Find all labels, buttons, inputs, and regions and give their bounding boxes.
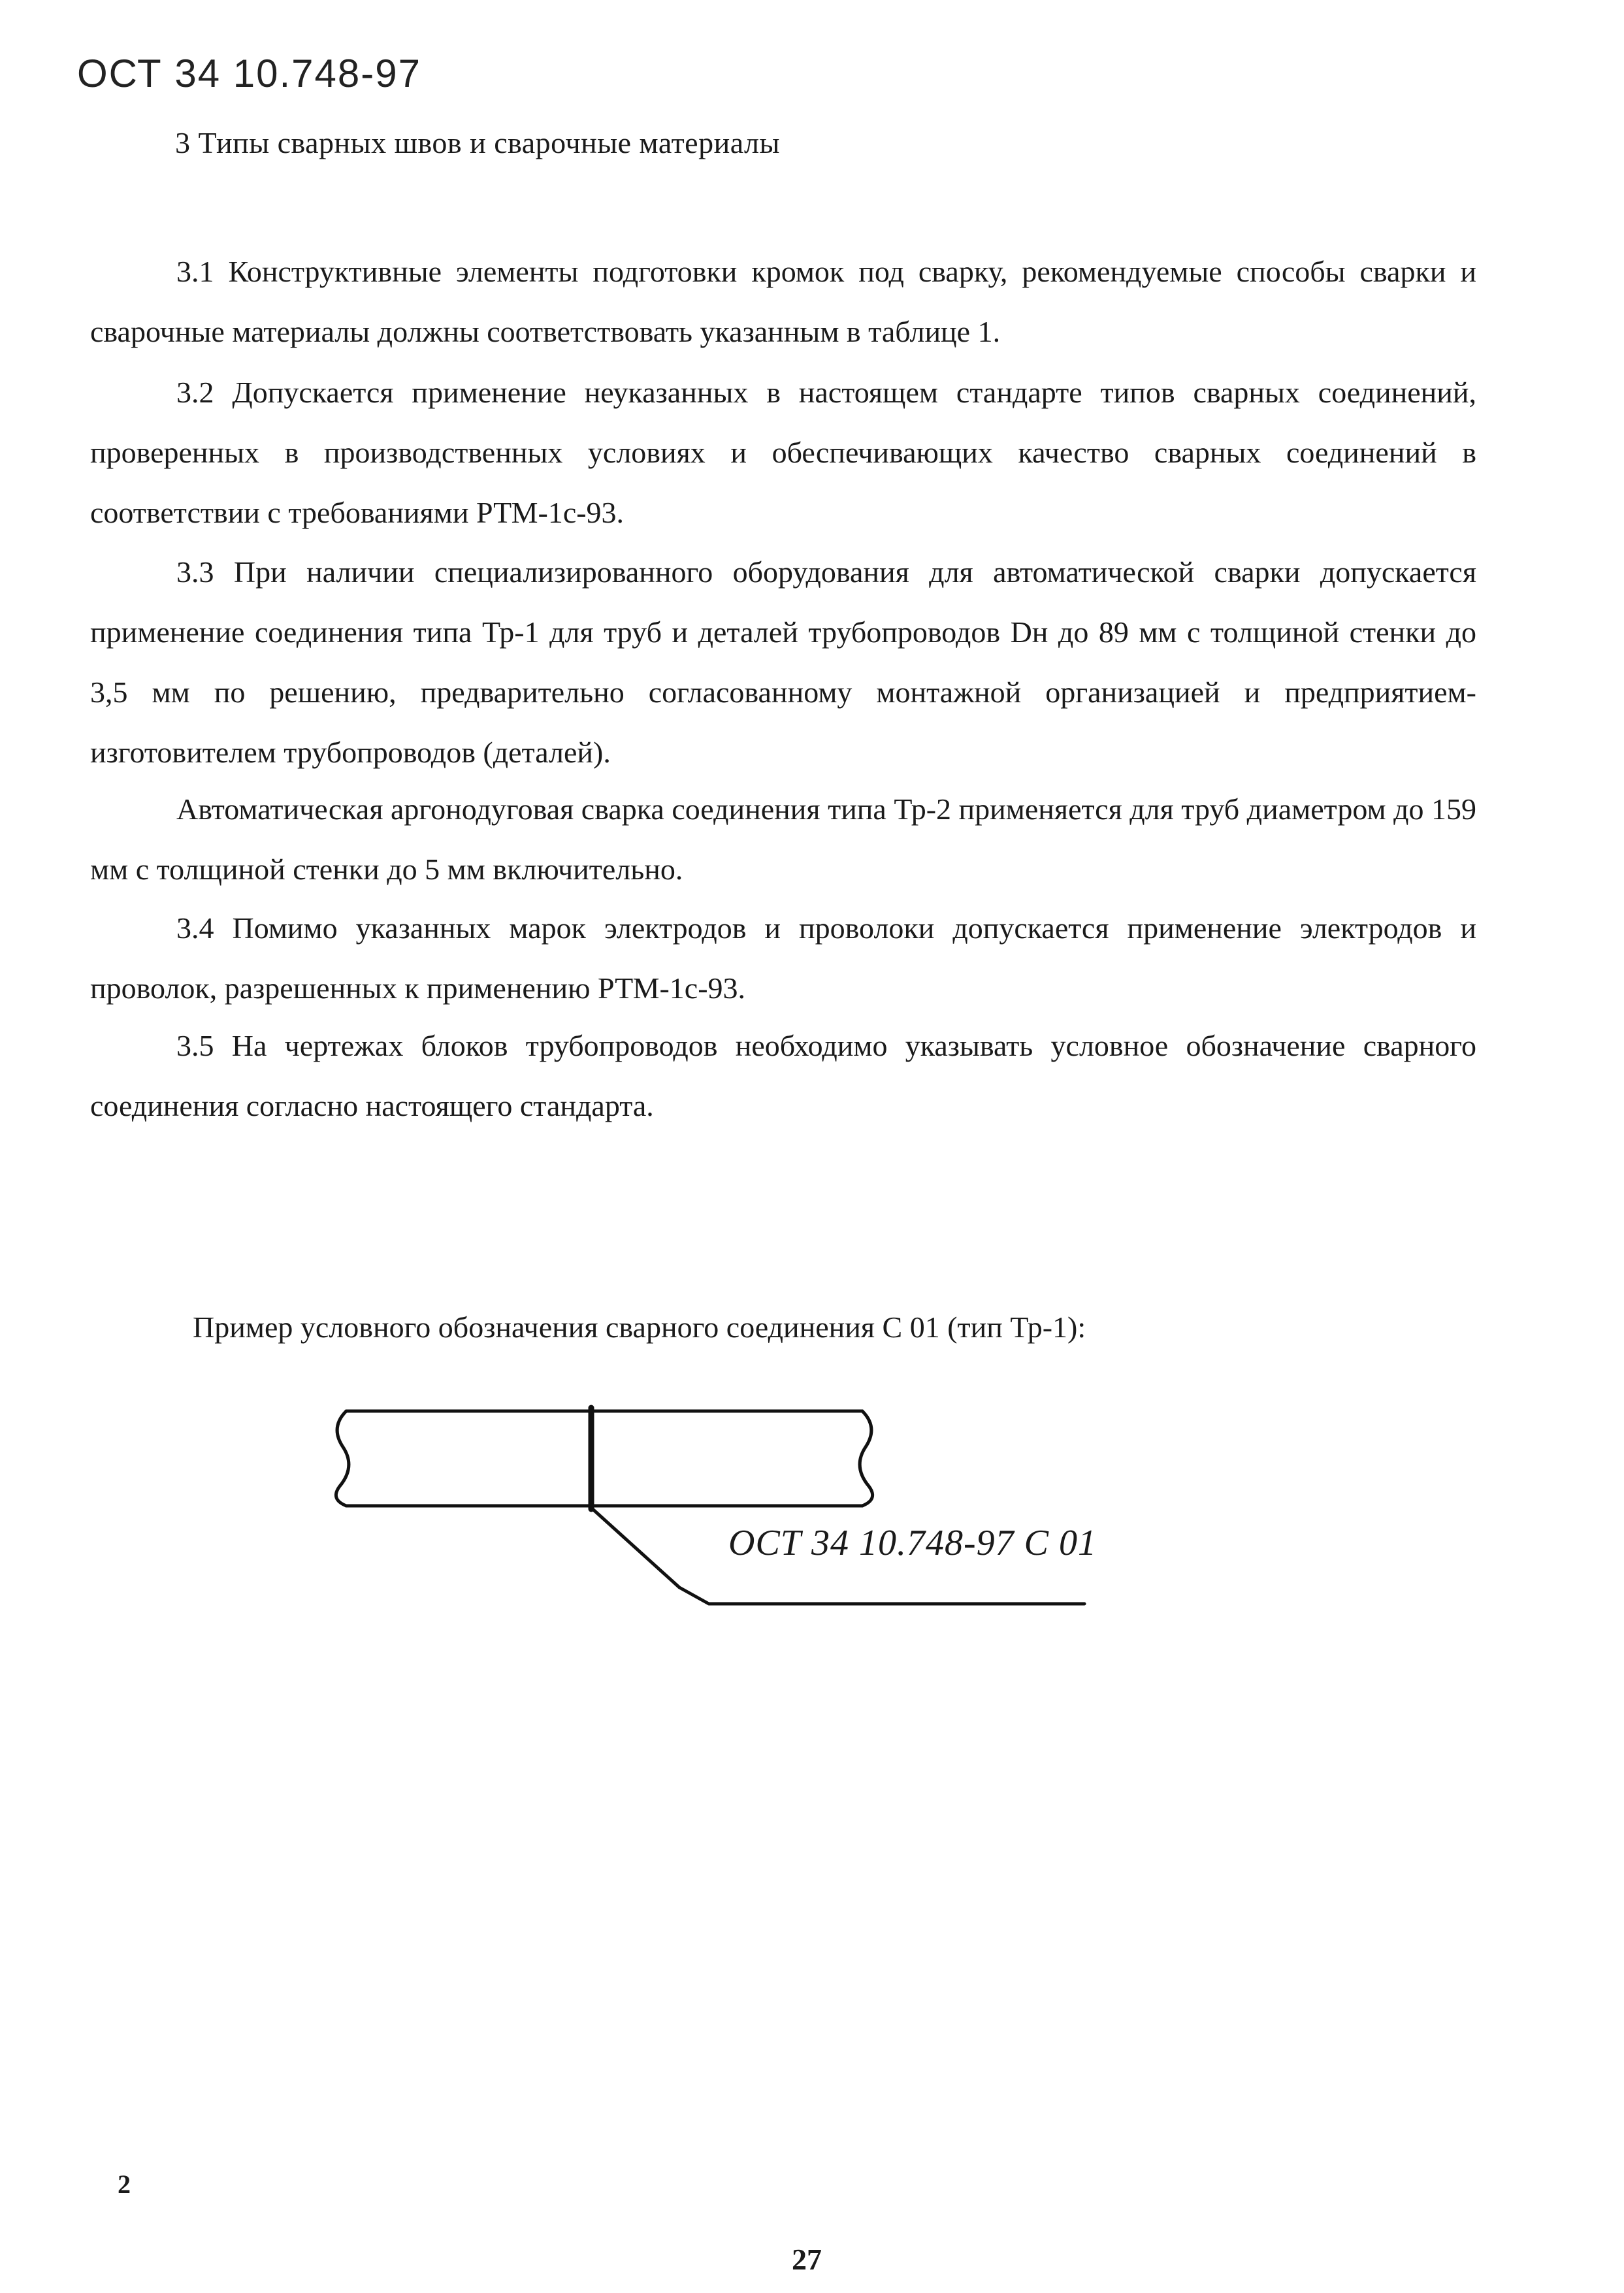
document-code-header: ОСТ 34 10.748-97 bbox=[77, 52, 421, 95]
paragraph-3-5: 3.5 На чертежах блоков трубопроводов необходимо указывать условное обозначение сварного соединения согласно настоящего стандарта. bbox=[90, 1029, 1476, 1122]
paragraph-automatic-welding: Автоматическая аргонодуговая сварка соединения типа Тр-2 применяется для труб диаметром до 159 мм с толщиной стенки до 5 мм включительно. bbox=[90, 792, 1476, 886]
paragraph-3-4: 3.4 Помимо указанных марок электродов и проволоки допускается применение электродов и проволок, разрешенных к применению РТМ-1с-93. bbox=[90, 911, 1476, 1005]
paragraph-3-1: 3.1 Конструктивные элементы подготовки кромок под сварку, рекомендуемые способы сварки и сварочные материалы должны соответствовать указанным в таблице 1. bbox=[90, 255, 1476, 348]
example-caption: Пример условного обозначения сварного соединения С 01 (тип Тр-1): bbox=[193, 1310, 1086, 1344]
page-number: 27 bbox=[792, 2243, 822, 2276]
pipe-left-break bbox=[336, 1411, 349, 1506]
paragraph-3-3: 3.3 При наличии специализированного оборудования для автоматической сварки допускается применение соединения типа Тр-1 для труб и деталей трубопроводов Dн до 89 мм с толщиной стенки до 3,5 мм по решению, предварительно согласованному монтажной организацией и предприятием-изготовителем трубопроводов (деталей). bbox=[90, 555, 1476, 769]
section-title: 3 Типы сварных швов и сварочные материалы bbox=[175, 126, 780, 159]
side-page-number: 2 bbox=[118, 2170, 131, 2199]
pipe-right-break bbox=[860, 1411, 873, 1506]
paragraph-3-2: 3.2 Допускается применение неуказанных в настоящем стандарте типов сварных соединений, проверенных в производственных условиях и обеспечивающих качество сварных соединений в соответствии с требованиями РТМ-1с-93. bbox=[90, 376, 1476, 529]
weld-designation-label: ОСТ 34 10.748-97 С 01 bbox=[728, 1523, 1097, 1563]
